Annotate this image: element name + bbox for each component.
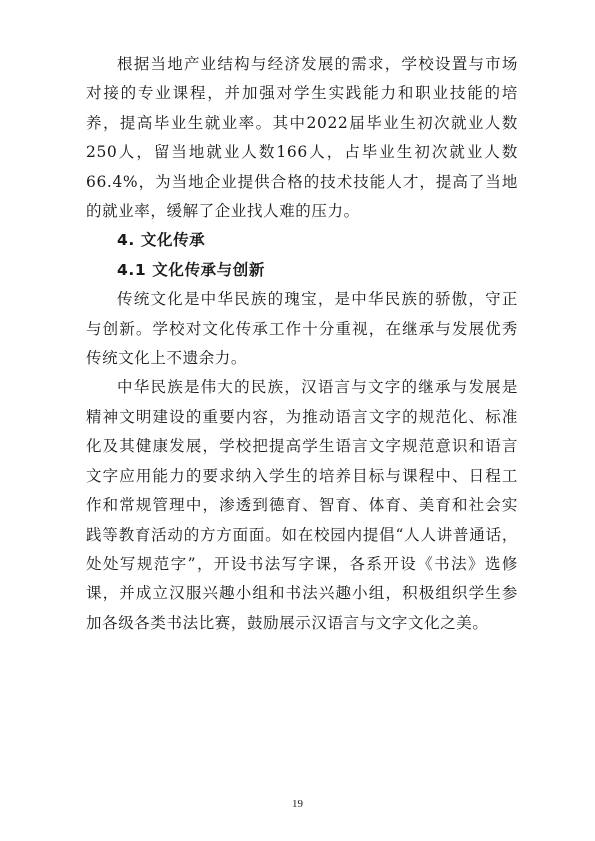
paragraph-traditional-culture: 传统文化是中华民族的瑰宝，是中华民族的骄傲，守正与创新。学校对文化传承工作十分重视，在继承与发展优秀传统文化上不遗余力。: [86, 290, 518, 368]
subsection-heading-heritage-innovation: 4.1 文化传承与创新: [117, 260, 265, 279]
paragraph-language-writing: 中华民族是伟大的民族，汉语言与文字的继承与发展是精神文明建设的重要内容，为推动语言文字的规范化、标准化及其健康发展，学校把提高学生语言文字规范意识和语言文字应用能力的要求纳入学生的培养目标与课程中、日程工作和常规管理中，渗透到德育、智育、体育、美育和社会实践等教育活动的方方面面。如在校园内提倡“人人讲普通话，处处写规范字”，开设书法写字课，各系开设《书法》选修课，并成立汉服兴趣小组和书法兴趣小组，积极组织学生参加各级各类书法比赛，鼓励展示汉语言与文字文化之美。: [86, 378, 518, 632]
section-heading-cultural-heritage: 4. 文化传承: [117, 231, 206, 250]
paragraph-employment: 根据当地产业结构与经济发展的需求，学校设置与市场对接的专业课程，并加强对学生实践能力和职业技能的培养，提高毕业生就业率。其中2022届毕业生初次就业人数250人，留当地就业人数166人，占毕业生初次就业人数66.4%，为当地企业提供合格的技术技能人才，提高了当地的就业率，缓解了企业找人难的压力。: [86, 55, 518, 221]
page-body: [86, 50, 518, 638]
page-number: 19: [292, 798, 303, 810]
